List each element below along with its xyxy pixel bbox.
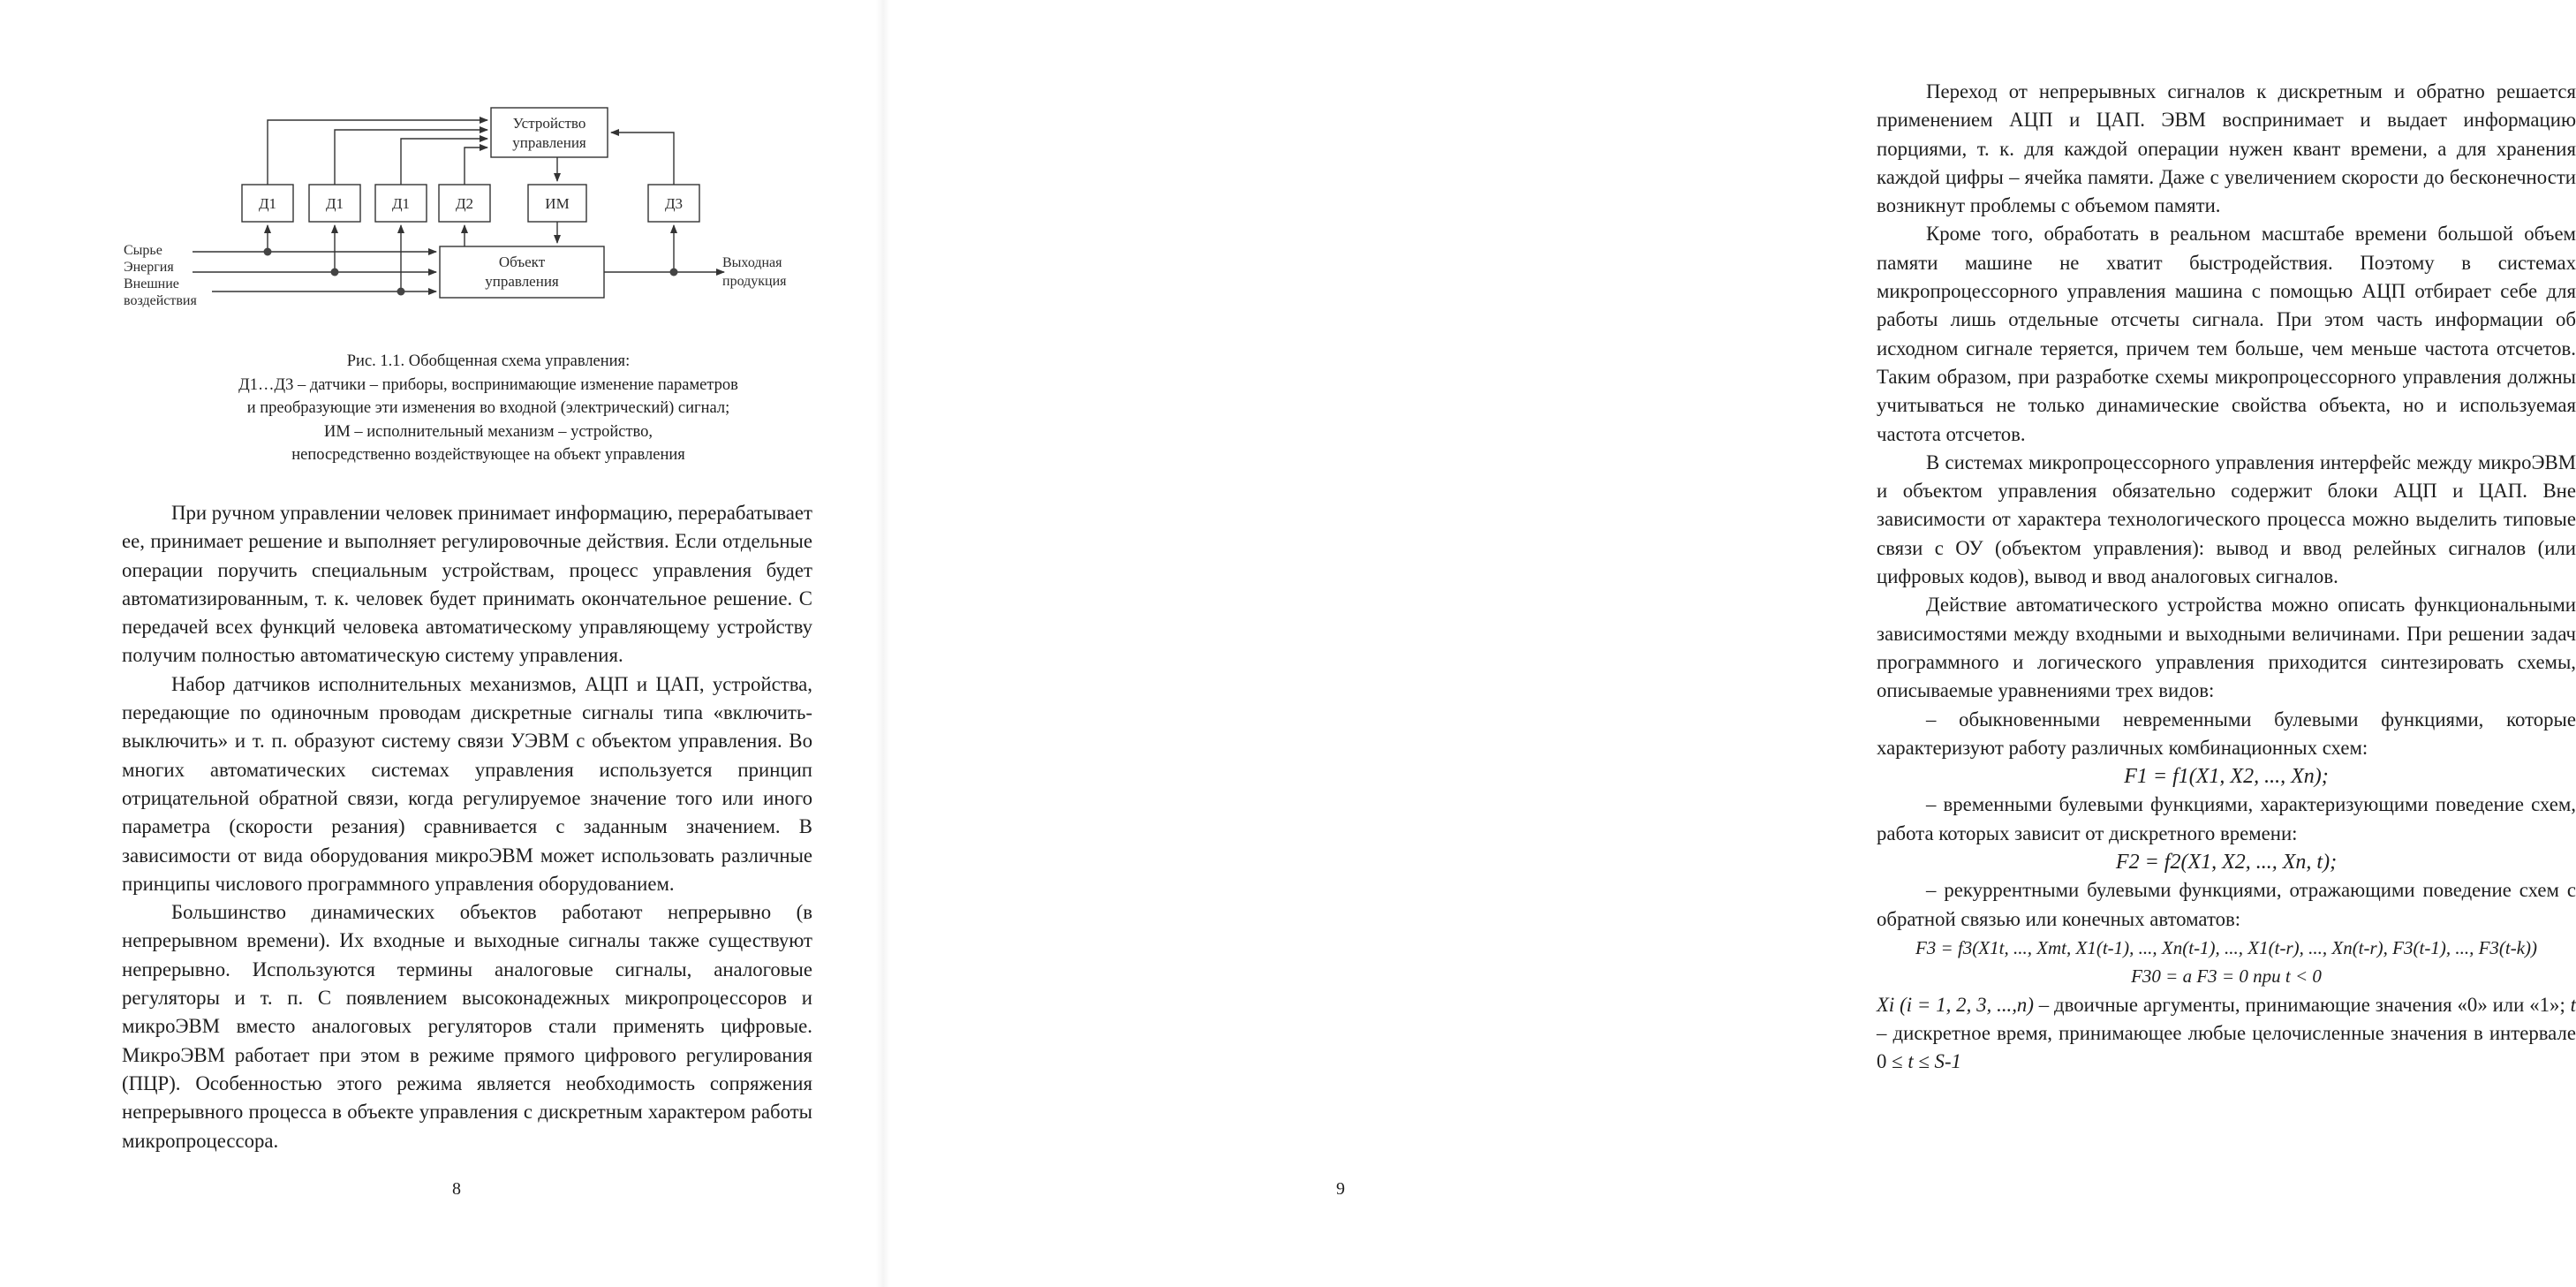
sensor-label-d1-b: Д1 (325, 195, 344, 212)
paragraph: Кроме того, обработать в реальном масштабе времени большой объем памяти машине не хватит быстродействия. Поэтому в системах микропроцессорного управления машина с помощью АЦП отбирает себе для работы лишь отдельные отсчеты сигнала. При этом часть информации об исходном сигнале теряется, причем тем больше, чем меньше частота отсчетов. Таким образом, при разработке схемы микропроцессорного управления должны учитываться не только динамические свойства объекта, но и используемая частота отсчетов. (1877, 223, 2576, 445)
formula-f3-conditions: F30 = a F3 = 0 при t < 0 (2131, 965, 2322, 988)
input-label-energy: Энергия (124, 260, 174, 275)
page-number: 8 (452, 1179, 461, 1199)
control-object-label-1: Объект (498, 254, 546, 270)
paragraph: Действие автоматического устройства можно описать функциональными зависимостями между входными и выходными величинами. При решении задач программного и логического управления приходится синтезировать схемы, описываемые уравнениями трех видов: (1877, 594, 2576, 702)
paragraph: При ручном управлении человек принимает информацию, перерабатывает ее, принимает решение и выполняет регулировочные действия. Если отдельные операции поручить специальным устройствам, процесс управления будет автоматизированным, т. к. человек будет принимать окончательное решение. С передачей всех функций человека автоматическому управляющему устройству получим полностью автоматическую систему управления. (122, 502, 812, 667)
paragraph: В системах микропроцессорного управления интерфейс между микроЭВМ и объектом управления обязательно содержит блоки АЦП и ЦАП. Вне зависимости от характера технологического процесса можно выделить типовые связи с ОУ (объектом управления): вывод и ввод релейных сигналов (или цифровых кодов), вывод и ввод аналоговых сигналов. (1877, 450, 2576, 588)
paragraph: Переход от непрерывных сигналов к дискретным и обратно решается применением АЦП и ЦАП. ЭВМ воспринимает и выдает информацию порциями, т. к. для каждой операции нужен квант времени, а для хранения каждой цифры – ячейка памяти. Даже с увеличением скорости до бесконечности возникнут проблемы с объемом памяти. (1877, 80, 2576, 217)
time-variable: t (2570, 993, 2576, 1016)
right-page (883, 0, 2576, 1287)
input-label-external: Внешние (124, 276, 179, 291)
control-object-label-2: управления (485, 273, 559, 290)
control-scheme-diagram (0, 0, 883, 336)
input-label-influences: воздействия (124, 293, 197, 308)
control-device-label-1: Устройство (512, 115, 586, 132)
paragraph: Набор датчиков исполнительных механизмов, АЦП и ЦАП, устройства, передающие по одиночным проводам дискретные сигналы типа «включить-выключить» и т. п. образуют систему связи УЭВМ с объектом управления. Во многих автоматических системах управления используется принцип отрицательной обратной связи, когда регулируемое значение того или иного параметра (скорости резания) сравнивается с заданным значением. В зависимости от вида оборудования микроЭВМ может использовать различные принципы числового программного управления оборудованием. (122, 672, 812, 895)
formula-f2: F2 = f2(X1, X2, ..., Xn, t); (2115, 851, 2338, 874)
closing-text-a: – двоичные аргументы, принимающие значения «0» или «1»; (2033, 993, 2571, 1016)
actuator-label-im: ИМ (545, 195, 570, 212)
caption-line: непосредственно воздействующее на объект управления (291, 446, 685, 464)
caption-line: ИМ – исполнительный механизм – устройство, (323, 422, 653, 441)
sensor-label-d1-a: Д1 (258, 195, 277, 212)
formula-f3: F3 = f3(X1t, ..., Xmt, X1(t-1), ..., Xn(t-1), ..., X1(t-r), ..., Xn(t-r), F3(t-1), ..., F3(t-k)) (1915, 936, 2538, 958)
caption-line: Д1…Д3 – датчики – приборы, воспринимающие изменение параметров (238, 375, 738, 394)
output-label-1: Выходная (722, 255, 782, 270)
paragraph: – временными булевыми функциями, характеризующими поведение схем, работа которых зависит от дискретного времени: (1877, 793, 2576, 844)
figure-caption (166, 350, 811, 467)
paragraph: Большинство динамических объектов работают непрерывно (в непрерывном времени). Их входные и выходные сигналы также существуют непрерывно. Используются термины аналоговые сигналы, аналоговые регуляторы и т. п. С появлением высоконадежных микропроцессоров и микроЭВМ вместо аналоговых регуляторов стали применять цифровые. МикроЭВМ работает при этом в режиме прямого цифрового регулирования (ПЦР). Особенностью этого режима является необходимость сопряжения непрерывного процесса в объекте управления с дискретным характером работы микропроцессора. (122, 901, 812, 1152)
left-page (0, 0, 883, 1287)
formula-f1: F1 = f1(X1, X2, ..., Xn); (2124, 765, 2329, 789)
sensor-label-d2: Д2 (455, 195, 474, 212)
control-device-label-2: управления (512, 134, 586, 151)
closing-text-b: – дискретное время, принимающее любые целочисленные значения в интервале 0 ≤ (1877, 1021, 2576, 1073)
caption-line: и преобразующие эти изменения во входной (электрический) сигнал; (246, 399, 730, 417)
output-label-2: продукция (722, 274, 787, 289)
interval-end: t ≤ S-1 (1907, 1050, 1961, 1073)
paragraph: – рекуррентными булевыми функциями, отражающими поведение схем с обратной связью или конечных автоматов: (1877, 879, 2576, 930)
input-label-raw: Сырье (124, 243, 162, 258)
caption-title: Рис. 1.1. Обобщенная схема управления: (346, 352, 631, 370)
closing-paragraph (1877, 991, 2576, 1077)
right-body-text (1877, 78, 2576, 1076)
variable-definition: Xi (i = 1, 2, 3, ...,n) (1877, 993, 2034, 1016)
page-number: 9 (1336, 1179, 1345, 1199)
paragraph: – обыкновенными невременными булевыми функциями, которые характеризуют работу различных комбинационных схем: (1877, 708, 2576, 759)
sensor-label-d1-c: Д1 (391, 195, 411, 212)
sensor-label-d3: Д3 (664, 195, 684, 212)
left-body-text (122, 499, 812, 1155)
